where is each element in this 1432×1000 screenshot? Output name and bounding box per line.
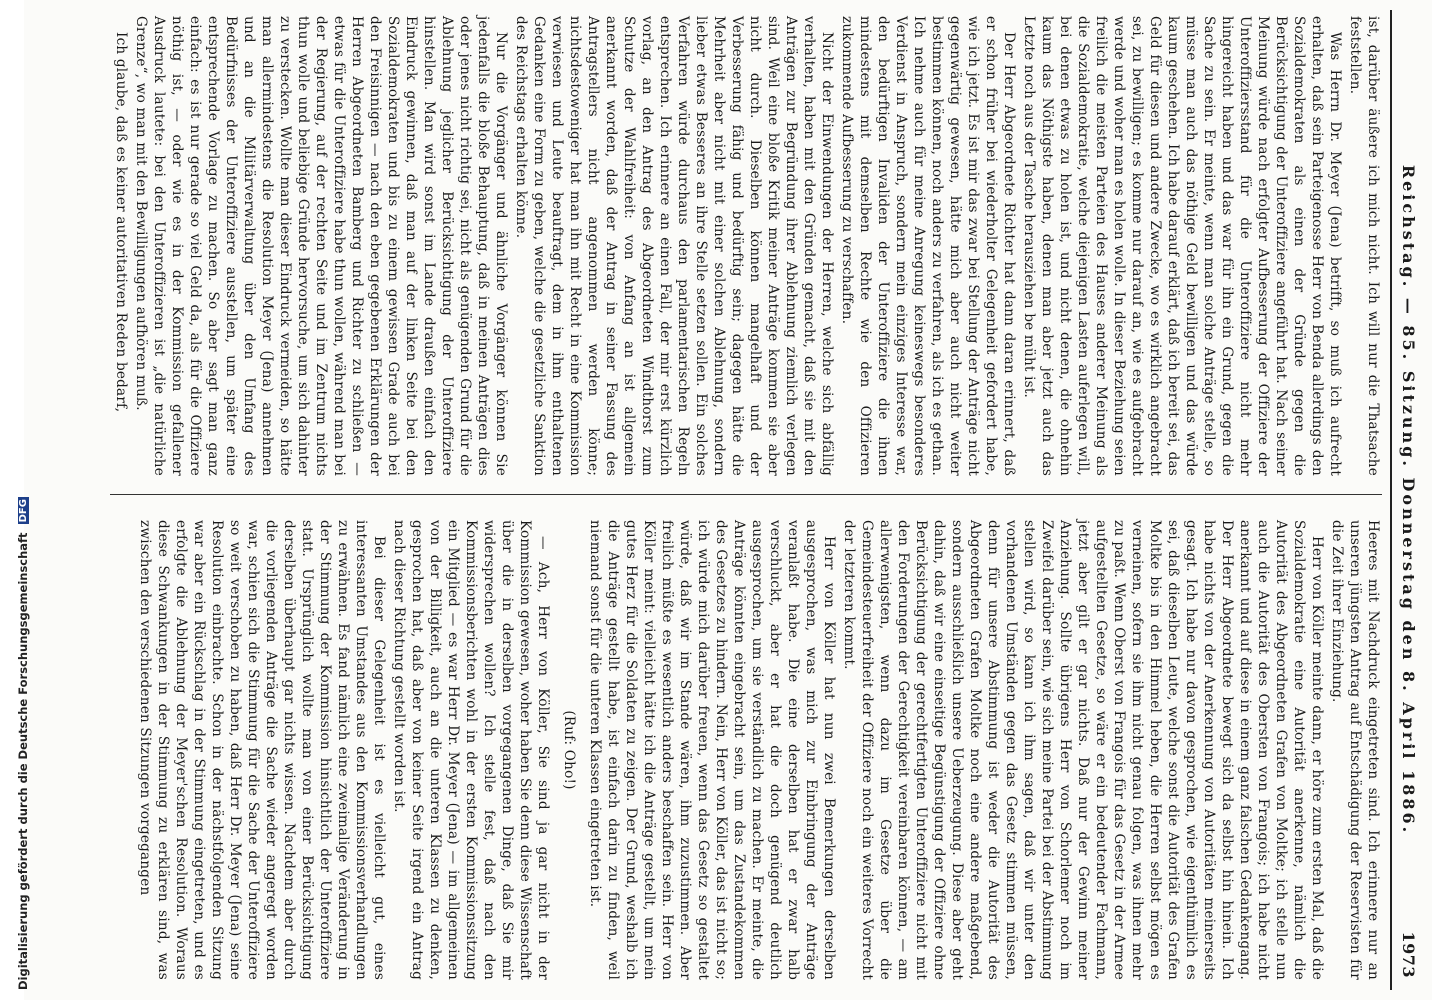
header-rule (1390, 10, 1392, 990)
digitization-notice (16, 497, 30, 990)
left-column (113, 16, 1382, 476)
page-number: 1973 (1399, 931, 1418, 978)
paragraph: ist, darüber äußere ich mich nicht. Ich will nur die Thatsache feststellen. (1347, 16, 1381, 476)
paragraph: Herr von Köller hat nun zwei Bemerkungen derselben ausgesprochen, was mich zur Einbringung der Anträge veranlaßt habe. Die eine derselben hat er zwar halb verschluckt, aber er hat die doch genügend deutlich ausgesprochen, um sie verständlich zu machen. Er meinte, die Anträge könnten eingebracht sein, um das Zustandekommen des Gesetzes zu hindern. Nein, Herr von Köller, das ist nicht so; ich würde mich darüber freuen, wenn das Gesetz so gestaltet würde, daß wir im Stande wären, ihm zuzustimmen. Aber freilich müßte es wesentlich anders beschaffen sein. Herr von Köller meint: vielleicht hätte ich die Anträge gestellt, um mein gutes Herz für die Soldaten zu zeigen. Der Grund, weshalb ich die Anträge gestellt habe, ist einfach darin zu finden, weil niemand sonst für die unteren Klassen eingetreten ist. (587, 520, 837, 980)
dfg-logo: DFG (18, 499, 29, 523)
digitization-sidebar (0, 0, 30, 1000)
paragraph: Nur die Vorgänger und ähnliche Vorgänger können Sie jedenfalls die bloße Behauptung, daß in meinen Anträgen dies oder jenes nicht richtig sei, nicht als genügenden Grund für die Ablehnung jeglicher Berücksichtigung der Unteroffiziere hinstellen. Man wird sonst im Lande draußen einfach den Eindruck gewinnen, daß man auf der linken Seite bei den Sozialdemokraten und bis zu einem gewissen Grade auch bei den Freisinnigen — nach den eben gegebenen Erklärungen der Herren Abgeordneten Bamberg und Richter zu schließen — etwas für die Unteroffiziere habe thun wollen, während man bei der Regierung, auf der rechten Seite und im Zentrum nichts thun wolle und beliebige Gründe hervorsuche, um sich dahinter zu verstecken. Wollte man dieser Eindruck vermeiden, so hätte man allermindestens die Resolution Meyer (Jena) annehmen und an die Militärverwaltung über den Umfang des Bedürfnisses der Unteroffiziere ausstellen, um später eine entsprechende Vorlage zu machen. So aber sagt man ganz einfach: es ist nur gerade so viel Geld da, als für die Offiziere nöthig ist, — oder wie es in der Kommission gefallener Ausdruck lautete: bei den Unteroffizieren ist „die natürliche Grenze“, wo man mit den Bewilligungen aufhören muß. (133, 16, 509, 476)
paragraph: Nicht der Einwendungen der Herren, welche sich abfällig verhalten, haben mit den Gründen gemacht, daß sie mit den Anträgen zur Begründung ihrer Ablehnung ziemlich verlegen sind. Weil eine bloße Kritik meiner Anträge kommen sie aber nicht durch. Dieselben können mangelhaft und der Verbesserung fähig und bedürftig sein; dagegen hätte die Mehrheit aber nicht mit einer solchen Ablehnung, sondern lieber etwas Besseres an ihre Stelle setzen sollen. Ein solches Verfahren würde durchaus den parlamentarischen Regeln entsprechen. Ich erinnere an einen Fall, der mir erst kürzlich vorlag, an den Antrag des Abgeordneten Windthorst zum Schutze der Wahlfreiheit: von Anfang an ist allgemein anerkannt worden, daß der Antrag in seiner Fassung des Antragstellers nicht angenommen werden könne; nichtsdestoweniger hat man ihn mit Recht in eine Kommission verwiesen und Leute beauftragt, dem in ihm enthaltenen Gedanken eine Form zu geben, welche die gesetzliche Sanktion des Reichstags erhalten könne. (513, 16, 835, 476)
paragraph: Der Herr Abgeordnete Richter hat dann daran erinnert, daß er schon früher bei wiederholter Gelegenheit gefordert habe, wie ich jetzt. Es ist mir das zwar bei Stellung der Anträge nicht gegenwärtig gewesen, hätte mich aber auch nicht weiter bestimmen können, noch anders zu verfahren, als ich es gethan. Ich nehme auch für meine Anregung keineswegs besonderes Verdienst in Anspruch, sondern mein einziges Interesse war, den bedürftigen Invaliden der Unteroffiziere die ihnen mindestens mit demselben Rechte wie den Offizieren zukommende Aufbesserung zu verschaffen. (839, 16, 1017, 476)
running-title: Reichstag. — 85. Sitzung. Donnerstag den 8. April 1886. (1399, 164, 1418, 836)
paragraph: Bei dieser Gelegenheit ist es vielleicht gut, eines interessanten Umstandes aus den Kommissionsverhandlungen zu erwähnen. Es fand nämlich eine zweimalige Veränderung in der Stimmung der Kommission hinsichtlich der Unteroffiziere statt. Ursprünglich wollte man von einer Berücksichtigung derselben überhaupt gar nichts wissen. Nachdem aber durch die vorliegenden Anträge die Sache wieder angeregt worden war, schien sich die Stimmung für die Sache der Unteroffiziere so weit verschoben zu haben, daß Herr Dr. Meyer (Jena) seine Resolution einbrachte. Schon in der nächstfolgenden Sitzung war aber ein Rückschlag in der Stimmung eingetreten, und es erfolgte die Ablehnung der Meyer'schen Resolution. Woraus diese Schwankungen in der Stimmung zu erklären sind, was zwischen den verschiedenen Sitzungen vorgegangen (137, 520, 387, 980)
right-column (120, 520, 1382, 980)
interjection: (Ruf: Oho!) (561, 710, 577, 790)
column-divider (110, 494, 1382, 495)
page-header (1392, 10, 1422, 990)
paragraph: Was Herrn Dr. Meyer (Jena) betrifft, so muß ich aufrecht erhalten, daß sein Parteigenosse Herr von Benda allerdings den Sozialdemokraten als einen der Gründe gegen die Berücksichtigung der Unteroffiziere angeführt hat. Nach seiner Meinung würde nach erfolgter Aufbesserung der Offiziere der Unteroffiziersstand für die Unteroffiziere nicht mehr hingereicht haben und das war für ihn ein Grund, gegen die Sache zu sein. Er meinte, wenn man solche Anträge stelle, so müsse man auch das nöthige Geld bewilligen und das würde kaum geschehen. Ich habe darauf erklärt, daß ich bereit sei, das Geld für diesen und andere Zwecke, wo es wirklich angebracht sei, zu bewilligen; es komme nur darauf an, wie es aufgebracht werde und woher man es holen wolle. In dieser Beziehung seien freilich die meisten Parteien des Hauses anderer Meinung als die Sozialdemokratie, welche diejenigen Lasten auferlegen will, bei denen etwas zu holen ist, und nicht denen, die ohnehin kaum das Nöthigste haben, denen man aber jetzt auch das Letzte noch aus der Tasche herausziehen be müht ist. (1021, 16, 1343, 476)
paragraph: Heeres mit Nachdruck eingetreten sind. Ich erinnere nur an unseren jüngsten Antrag auf Entschädigung der Reservisten für die Zeit ihrer Einziehung. (1329, 520, 1381, 980)
paragraph: — Ach, Herr von Köller, Sie sind ja gar nicht in der Kommission gewesen, woher haben Sie denn diese Wissenschaft über die in derselben vorgegangenen Dinge, daß Sie mir widersprechen wollen? Ich stelle fest, daß nach den Kommissionsberichten wohl in der ersten Kommissionssitzung ein Mitglied — es war Herr Dr. Meyer (Jena) — im allgemeinen von der Billigkeit, auch an die unteren Klassen zu denken, gesprochen hat, daß aber von keiner Seite irgend ein Antrag nach dieser Richtung gestellt worden ist. (391, 520, 551, 980)
digitization-text: Digitalisierung gefördert durch die Deutsche Forschungsgemeinschaft (16, 532, 30, 990)
paragraph: Ich glaube, daß es keiner autoritativen Reden bedarf, (113, 32, 129, 413)
paragraph: Herr von Köller meinte dann, er höre zum ersten Mal, daß die Sozialdemokratie eine Autorität anerkenne, nämlich die Autorität des Abgeordneten Grafen von Moltke; ich stelle nun auch die Autorität des Obersten von Frangois; ich habe nicht anerkannt und auf diese in einem ganz falschen Gedankengang. Der Herr Abgeordnete bewegt sich da selbst hin hinein. Ich habe nichts von der Anerkennung von Autoritäten meinerseits gesagt. Ich habe nur davon gesprochen, wie eigenthümlich es sei, daß dieselben Leute, welche sonst die Autorität des Grafen Moltke bis in den Himmel heben, die Herren selbst mögen es verneinen, sofern sie ihm nicht genau folgen, was ihnen mehr zu paßt. Wenn Oberst von Frangois für das Gesetz in der Armee aufgestellten Gesetze, so wäre er ein bedeutender Fachmann, jetzt aber gilt er gar nichts. Daß nur der Gewinn meiner Anziehung. Sollte übrigens Herr von Schorlemer noch im Zweifel darüber sein, wie sich meine Partei bei der Abstimmung stellen wird, so kann ich ihm sagen, daß wir unter den vorhandenen Umständen gegen das Gesetz stimmen müssen, denn für unsere Abstimmung ist weder die Autorität des Abgeordneten Grafen Moltke noch eine andere maßgebend, sondern ausschließlich unsere Ueberzeugung. Diese aber geht dahin, daß wir eine einseitige Begünstigung der Offiziere ohne Berücksichtigung der gerechtfertigten Unteroffiziere nicht mit den Forderungen der Gerechtigkeit vereinbaren können, — am allerwenigsten, wenn dazu im Gesetze über die Gemeindesteuerfreiheit der Offiziere noch ein weiteres Vorrecht der letzteren kommt. (841, 520, 1325, 980)
